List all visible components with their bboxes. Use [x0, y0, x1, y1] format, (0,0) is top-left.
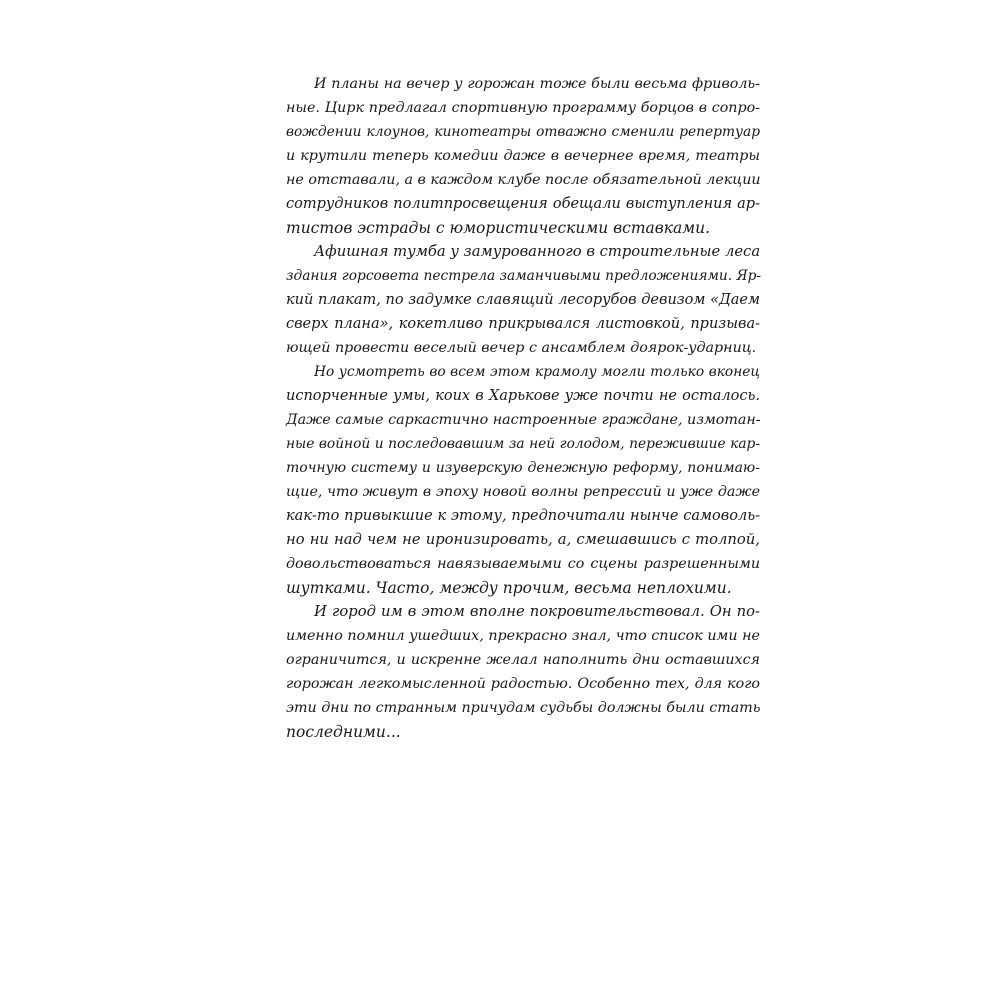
paragraph-2-line-2: здания горсовета пестрела заманчивыми предложениями. Яр-	[286, 268, 762, 284]
paragraph-1-line-6: сотрудников политпросвещения обещали выступления ар-	[286, 196, 760, 212]
paragraph-3-line-8: но ни над чем не иронизировать, а, смешавшись с толпой,	[286, 531, 760, 548]
paragraph-2-line-3: кий плакат, по задумке славящий лесорубов девизом «Даем	[286, 292, 760, 308]
paragraph-3-line-6: щие, что живут в эпоху новой волны репрессий и уже даже	[286, 484, 760, 500]
paragraph-3-line-4: ные войной и последовавшим за ней голодом, пережившие кар-	[286, 436, 760, 452]
paragraph-1-line-1: И планы на вечер у горожан тоже были весьма фриволь-	[314, 76, 760, 92]
paragraph-1-line-4: и крутили теперь комедии даже в вечернее время, театры	[286, 148, 760, 164]
paragraph-3-line-1: Но усмотреть во всем этом крамолу могли только вконец	[314, 364, 760, 380]
paragraph-2-line-5: ющей провести веселый вечер с ансамблем доярок-ударниц.	[286, 340, 757, 356]
paragraph-3-line-9: довольствоваться навязываемыми со сцены разрешенными	[286, 556, 760, 572]
paragraph-4-line-6: последними...	[286, 723, 401, 741]
paragraph-3-line-3: Даже самые саркастично настроенные граждане, измотан-	[286, 412, 761, 428]
paragraph-1-line-7: тистов эстрады с юмористическими вставками.	[286, 219, 711, 237]
paragraph-3-line-2: испорченные умы, коих в Харькове уже почти не осталось.	[286, 388, 760, 404]
paragraph-4-line-3: ограничится, и искренне желал наполнить дни оставшихся	[286, 652, 760, 668]
paragraph-1-line-3: вождении клоунов, кинотеатры отважно сменили репертуар	[286, 124, 760, 140]
paragraph-3-line-5: точную систему и изуверскую денежную реформу, понимаю-	[286, 460, 760, 476]
paragraph-3-line-7: как-то привыкшие к этому, предпочитали нынче самоволь-	[286, 508, 760, 524]
paragraph-4-line-4: горожан легкомысленной радостью. Особенно тех, для кого	[286, 676, 760, 692]
paragraph-4-line-1: И город им в этом вполне покровительствовал. Он по-	[314, 603, 760, 620]
paragraph-1-line-5: не отставали, а в каждом клубе после обязательной лекции	[286, 172, 761, 188]
paragraph-2-line-1: Афишная тумба у замурованного в строительные леса	[314, 243, 761, 260]
paragraph-4-line-5: эти дни по странным причудам судьбы должны были стать	[286, 700, 761, 716]
paragraph-2-line-4: сверх плана», кокетливо прикрывался листовкой, призыва-	[286, 316, 760, 332]
paragraph-3-line-10: шутками. Часто, между прочим, весьма неплохими.	[286, 579, 732, 597]
paragraph-1-line-2: ные. Цирк предлагал спортивную программу борцов в сопро-	[286, 100, 760, 116]
paragraph-4-line-2: именно помнил ушедших, прекрасно знал, что список ими не	[286, 628, 760, 644]
